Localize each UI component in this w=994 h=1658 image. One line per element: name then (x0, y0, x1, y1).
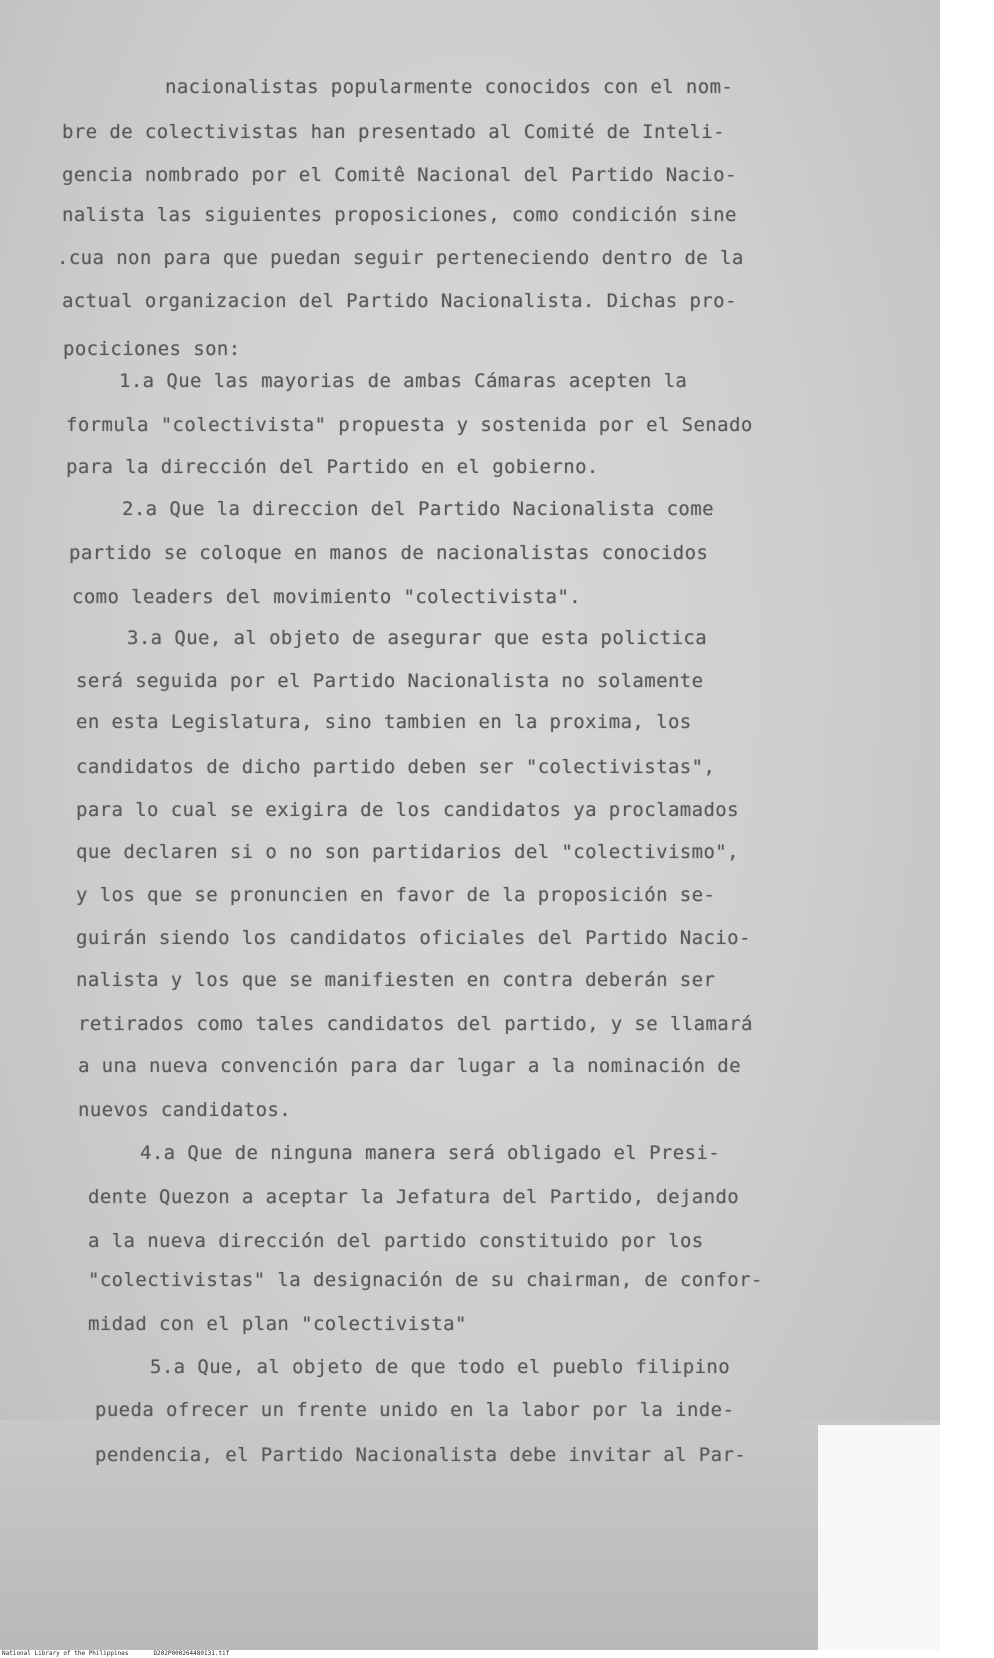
text-line: actual organizacion del Partido Nacionalista. Dichas pro- (62, 290, 737, 312)
text-line: formula "colectivista" propuesta y sostenida por el Senado (66, 414, 753, 436)
text-line: pociciones son: (63, 338, 241, 360)
text-line: candidatos de dicho partido deben ser "colectivistas", (76, 756, 716, 778)
text-line: a la nueva dirección del partido constituido por los (88, 1230, 704, 1252)
text-line: 3.a Que, al objeto de asegurar que esta polictica (127, 627, 708, 649)
text-line: para lo cual se exigira de los candidatos ya proclamados (76, 799, 739, 821)
text-line: 1.a Que las mayorias de ambas Cámaras acepten la (119, 370, 688, 392)
text-line: nuevos candidatos. (78, 1099, 292, 1121)
text-line: 5.a Que, al objeto de que todo el pueblo filipino (150, 1356, 731, 1378)
text-line: bre de colectivistas han presentado al Comité de Inteli- (62, 121, 725, 143)
text-line: dente Quezon a aceptar la Jefatura del Partido, dejando (88, 1186, 740, 1208)
file-name: D202P000264480131.tif (153, 1650, 230, 1657)
text-line: nalista las siguientes proposiciones, como condición sine (62, 204, 737, 226)
text-line: "colectivistas" la designación de su chairman, de confor- (88, 1269, 763, 1291)
text-line: que declaren si o no son partidarios del "colectivismo", (76, 841, 739, 863)
text-line: como leaders del movimiento "colectivista". (72, 586, 582, 608)
text-line: midad con el plan "colectivista" (88, 1313, 467, 1335)
text-line: 4.a Que de ninguna manera será obligado el Presi- (140, 1142, 721, 1164)
text-line: pueda ofrecer un frente unido en la labor por la inde- (95, 1399, 735, 1421)
text-line: y los que se pronuncien en favor de la proposición se- (76, 884, 716, 906)
text-line: en esta Legislatura, sino tambien en la proxima, los (76, 711, 692, 733)
text-line: para la dirección del Partido en el gobierno. (66, 456, 599, 478)
text-line: .cua non para que puedan seguir perteneciendo dentro de la (57, 247, 744, 269)
text-line: guirán siendo los candidatos oficiales del Partido Nacio- (76, 927, 751, 949)
scan-highlight (818, 1425, 940, 1650)
text-line: partido se coloque en manos de nacionalistas conocidos (69, 542, 709, 564)
text-line: pendencia, el Partido Nacionalista debe invitar al Par- (95, 1444, 747, 1466)
text-line: gencia nombrado por el Comitê Nacional del Partido Nacio- (62, 164, 737, 186)
text-line: será seguida por el Partido Nacionalista no solamente (76, 670, 704, 692)
library-credit: National Library of the Philippines (2, 1650, 129, 1657)
text-line: nacionalistas popularmente conocidos con el nom- (165, 76, 734, 98)
text-line: a una nueva convención para dar lugar a la nominación de (78, 1055, 741, 1077)
text-line: nalista y los que se manifiesten en contra deberán ser (76, 969, 716, 991)
text-line: 2.a Que la direccion del Partido Nacionalista come (122, 498, 714, 520)
text-line: retirados como tales candidatos del partido, y se llamará (78, 1013, 753, 1035)
scan-footer (0, 1650, 994, 1658)
